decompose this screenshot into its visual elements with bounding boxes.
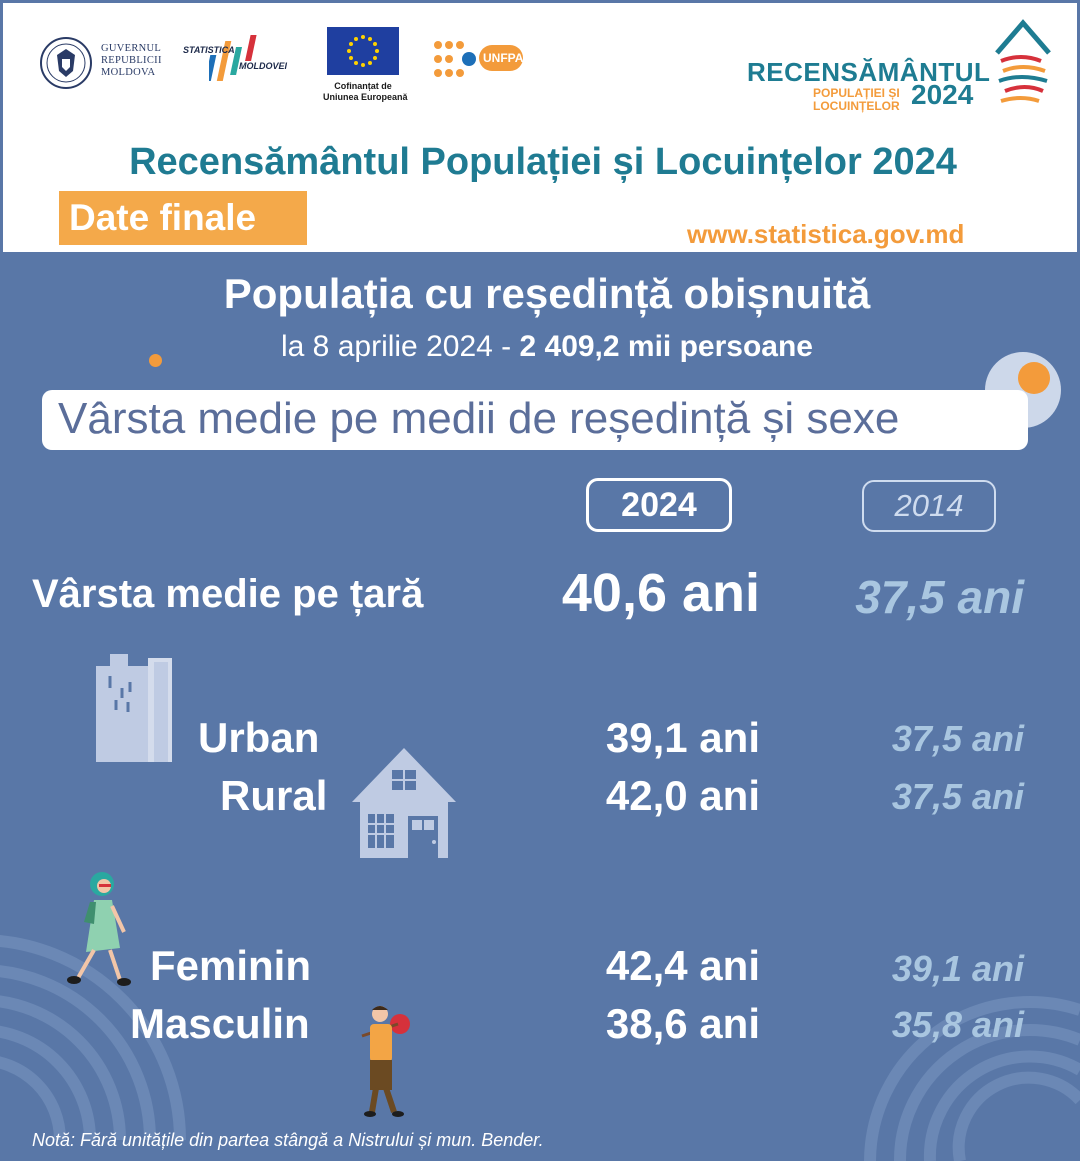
statistica-text: STATISTICA [183, 45, 235, 55]
value-2024-feminin: 42,4 ani [605, 942, 760, 989]
census-logo-subtitle: POPULAȚIEI ȘI LOCUINȚELOR [813, 86, 900, 113]
census-house-icon [991, 17, 1061, 113]
footnote: Notă: Fără unitățile din partea stângă a Nistrului și mun. Bender. [32, 1130, 544, 1150]
eu-caption: Cofinanțat de Uniunea Europeană [323, 81, 408, 102]
government-logo [39, 33, 162, 97]
woman-walking-icon [64, 870, 134, 988]
population-subtitle: Populația cu reședință obișnuită [223, 270, 871, 317]
row-label-feminin: Feminin [150, 942, 312, 989]
government-text: GUVERNUL REPUBLICII MOLDOVA [101, 43, 162, 78]
unfpa-text: UNFPA [483, 51, 524, 65]
value-2014-masculin: 35,8 ani [891, 1004, 1024, 1045]
man-guitar-icon [352, 1002, 416, 1120]
census-logo-title: RECENSĂMÂNTUL [747, 57, 991, 87]
decorative-dot-orange [1018, 362, 1050, 394]
value-2024-urban: 39,1 ani [605, 714, 760, 761]
header [0, 0, 1080, 252]
row-label-country: Vârsta medie pe țară [32, 572, 424, 616]
statistica-logo [181, 33, 301, 93]
moldovei-text: MOLDOVEI [239, 61, 288, 71]
eu-logo [323, 27, 413, 107]
badge-label: Date finale [69, 197, 257, 238]
value-2014-country: 37,5 ani [855, 571, 1024, 623]
section-title-box [42, 390, 1028, 450]
date-prefix: la 8 aprilie 2024 - [281, 330, 520, 363]
row-label-urban: Urban [198, 714, 320, 761]
value-2014-urban: 37,5 ani [891, 718, 1024, 759]
value-2014-feminin: 39,1 ani [891, 948, 1024, 989]
census-logo-year: 2024 [911, 79, 974, 110]
value-2014-rural: 37,5 ani [891, 776, 1024, 817]
row-label-masculin: Masculin [130, 1000, 310, 1047]
house-icon [352, 746, 456, 860]
year-2024-header: 2024 [586, 478, 732, 532]
website-link[interactable]: www.statistica.gov.md [687, 219, 965, 249]
population-value: 2 409,2 mii persoane [519, 330, 813, 363]
row-label-rural: Rural [220, 772, 328, 819]
value-2024-rural: 42,0 ani [605, 772, 760, 819]
value-2024-masculin: 38,6 ani [605, 1000, 760, 1047]
eu-flag-icon [327, 27, 399, 75]
census-logo [743, 17, 1063, 117]
decorative-dot [149, 354, 162, 367]
year-2014-header: 2014 [862, 480, 996, 532]
date-finale-badge [59, 191, 307, 245]
coat-of-arms-icon [39, 33, 93, 93]
section-title: Vârsta medie pe medii de reședință și sexe [58, 394, 900, 443]
building-icon [96, 654, 172, 762]
page-title: Recensământul Populației și Locuințelor 2024 [129, 141, 957, 183]
unfpa-logo [433, 39, 533, 79]
population-line [0, 330, 1080, 364]
value-2024-country: 40,6 ani [561, 563, 760, 623]
